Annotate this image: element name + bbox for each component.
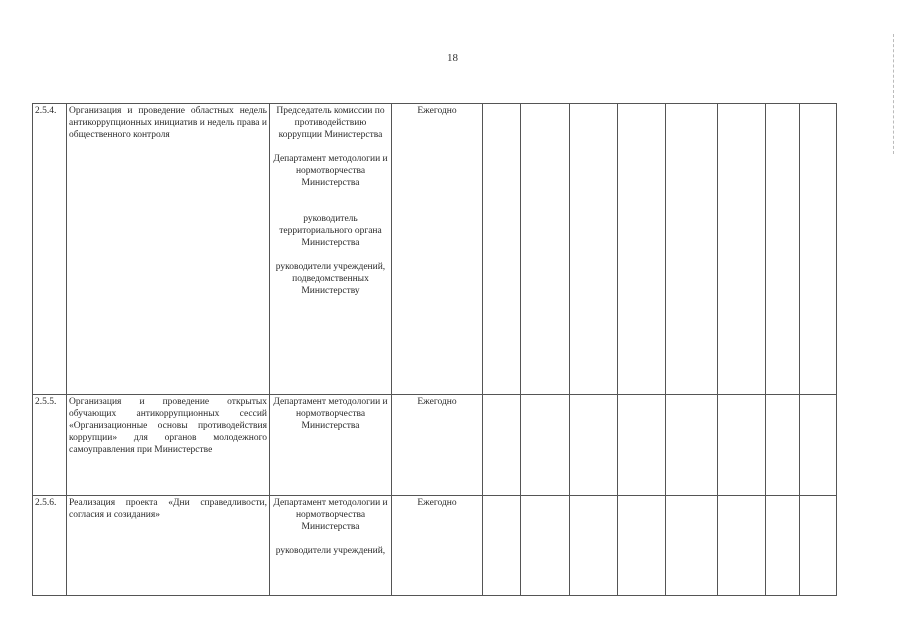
term-cell: Ежегодно	[392, 395, 483, 496]
responsible-entry: руководители учреждений, подведомственных Министерству	[275, 262, 386, 296]
empty-cell	[618, 496, 666, 596]
empty-cell	[800, 395, 837, 496]
empty-cell	[521, 395, 570, 496]
responsible-entry: руководители учреждений,	[275, 546, 386, 556]
responsible-cell	[270, 104, 392, 395]
empty-cell	[766, 104, 800, 395]
empty-cell	[483, 104, 521, 395]
responsible-entry: руководитель территориального органа Министерства	[279, 214, 382, 248]
empty-cell	[800, 104, 837, 395]
table-row	[33, 496, 837, 596]
responsible-cell	[270, 395, 392, 496]
table-row	[33, 395, 837, 496]
empty-cell	[718, 104, 766, 395]
empty-cell	[483, 496, 521, 596]
term-cell: Ежегодно	[392, 104, 483, 395]
responsible-entry: Департамент методологии и нормотворчества Министерства	[273, 154, 388, 188]
empty-cell	[800, 496, 837, 596]
table-row	[33, 104, 837, 395]
empty-cell	[666, 104, 718, 395]
event-cell: Реализация проекта «Дни справедливости, согласия и созидания»	[67, 496, 270, 596]
row-number: 2.5.4.	[33, 104, 67, 395]
plan-table	[32, 103, 837, 596]
event-cell: Организация и проведение областных недель антикоррупционных инициатив и недель права и общественного контроля	[67, 104, 270, 395]
empty-cell	[483, 395, 521, 496]
term-cell: Ежегодно	[392, 496, 483, 596]
empty-cell	[718, 395, 766, 496]
empty-cell	[570, 104, 618, 395]
responsible-cell	[270, 496, 392, 596]
empty-cell	[618, 104, 666, 395]
page-number: 18	[447, 52, 458, 64]
empty-cell	[718, 496, 766, 596]
empty-cell	[521, 104, 570, 395]
empty-cell	[766, 496, 800, 596]
empty-cell	[666, 496, 718, 596]
row-number: 2.5.5.	[33, 395, 67, 496]
responsible-entry: Департамент методологии и нормотворчества Министерства	[273, 498, 388, 532]
margin-mark	[893, 34, 894, 154]
empty-cell	[521, 496, 570, 596]
empty-cell	[766, 395, 800, 496]
empty-cell	[570, 496, 618, 596]
event-cell: Организация и проведение открытых обучающих антикоррупционных сессий «Организационные основы противодействия коррупции» для органов молодежного самоуправления при Министерстве	[67, 395, 270, 496]
row-number: 2.5.6.	[33, 496, 67, 596]
responsible-entry: Председатель комиссии по противодействию коррупции Министерства	[276, 106, 385, 140]
responsible-entry: Департамент методологии и нормотворчества Министерства	[273, 397, 388, 431]
empty-cell	[570, 395, 618, 496]
empty-cell	[618, 395, 666, 496]
empty-cell	[666, 395, 718, 496]
